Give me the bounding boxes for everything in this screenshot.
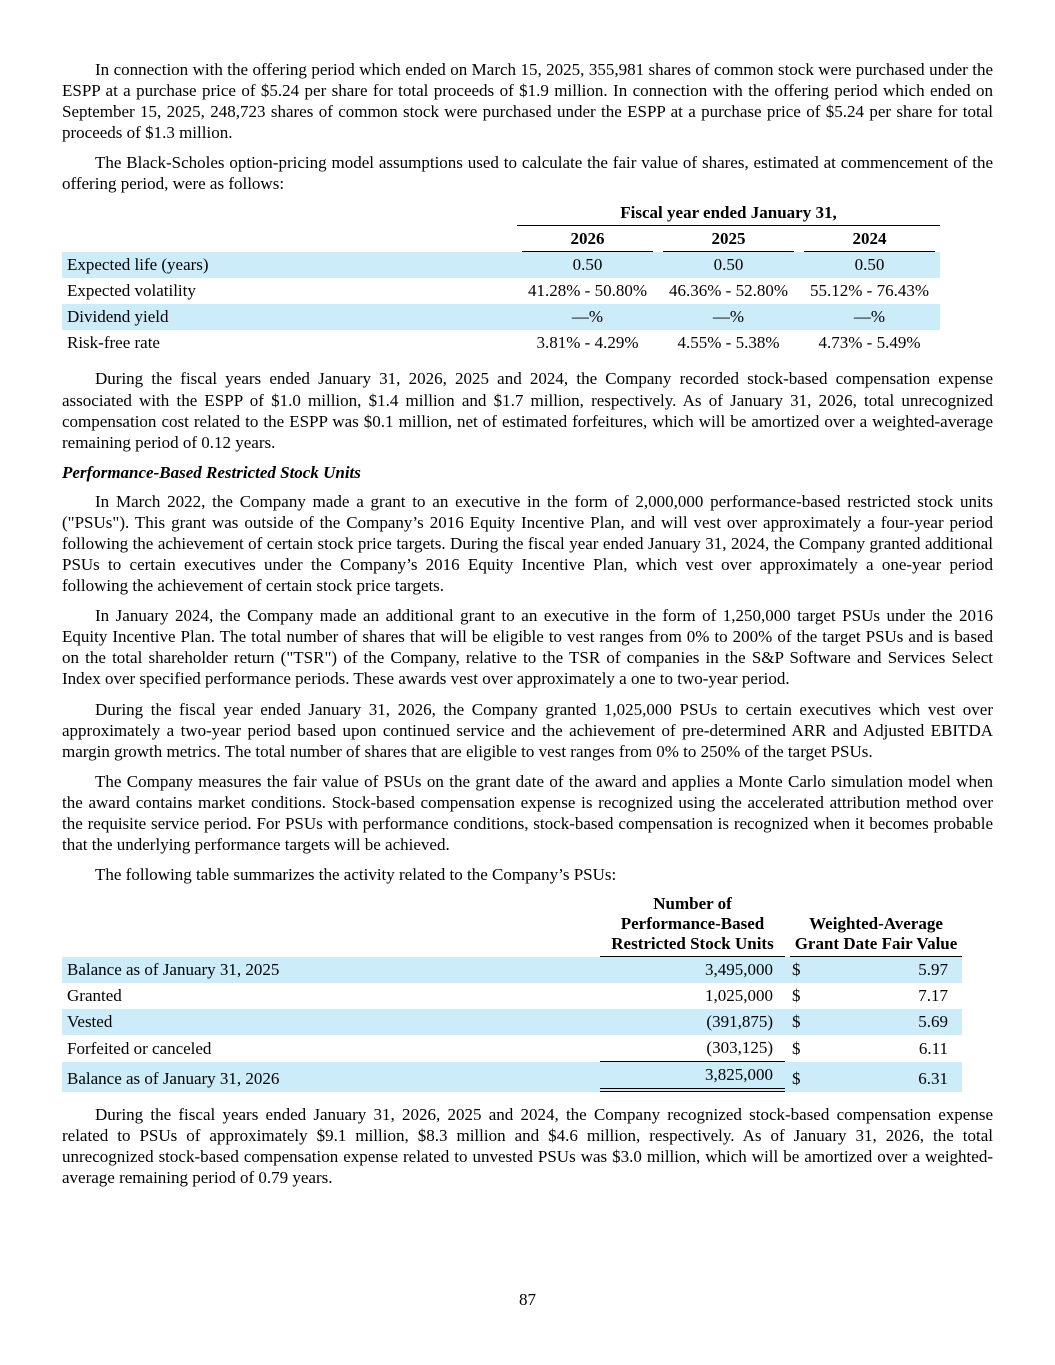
fiscal-year-span-header: Fiscal year ended January 31,	[517, 203, 940, 226]
value-2026: 0.50	[572, 255, 603, 275]
table-row-expected-volatility	[62, 278, 940, 304]
units-value: 3,495,000	[705, 960, 773, 980]
year-header-2024-cell	[799, 226, 940, 252]
empty-cell	[62, 894, 600, 957]
row-label: Balance as of January 31, 2025	[67, 960, 280, 980]
units-value: 3,825,000	[600, 1062, 785, 1092]
dollar-sign: $	[792, 1012, 801, 1032]
value-2025: 4.55% - 5.38%	[677, 333, 780, 353]
year-header-2024: 2024	[804, 228, 935, 252]
paragraph-psu-expense: During the fiscal years ended January 31, 2026, 2025 and 2024, the Company recognized stock-based compensation expense related to PSUs of approximately $9.1 million, $8.3 million and $4.6 million, respectively. As of January 31, 2026, the total unrecognized stock-based compensation expense related to unvested PSUs was $3.0 million, which will be amortized over a weighted-average remaining period of 0.79 years.	[62, 1105, 993, 1188]
units-value: (303,125)	[600, 1035, 785, 1062]
value-2025: —%	[712, 307, 745, 327]
row-label: Balance as of January 31, 2026	[67, 1069, 280, 1089]
value-2024: —%	[853, 307, 886, 327]
page-number: 87	[519, 1290, 536, 1309]
fiscal-year-span-row	[62, 203, 940, 226]
units-column-header: Number of Performance-Based Restricted Stock Units	[600, 894, 785, 957]
paragraph-psu-table-intro: The following table summarizes the activity related to the Company’s PSUs:	[95, 865, 617, 885]
psu-activity-table	[62, 894, 962, 1092]
fair-value: 5.69	[918, 1012, 949, 1032]
row-label: Granted	[67, 986, 122, 1006]
paragraph-fy2026-grant: During the fiscal year ended January 31, 2026, the Company granted 1,025,000 PSUs to certain executives which vest over approximately a two-year period based upon continued service and the achievement of pre-determined ARR and Adjusted EBITDA margin growth metrics. The total number of shares that are eligible to vest ranges from 0% to 250% of the target PSUs.	[62, 699, 993, 761]
value-2024: 0.50	[854, 255, 885, 275]
assumptions-table	[62, 203, 940, 356]
section-heading-psu: Performance-Based Restricted Stock Units	[62, 462, 361, 482]
units-value: (391,875)	[706, 1012, 773, 1032]
table-row-forfeited	[62, 1035, 962, 1062]
empty-cell	[62, 226, 517, 252]
psu-header-row	[62, 894, 962, 957]
table-row-dividend-yield	[62, 304, 940, 330]
paragraph-january-2024-grant: In January 2024, the Company made an additional grant to an executive in the form of 1,250,000 target PSUs under the 2016 Equity Incentive Plan. The total number of shares that will be eligible to vest ranges from 0% to 200% of the target PSUs and is based on the total shareholder return ("TSR") of the Company, relative to the TSR of companies in the S&P Software and Services Select Index over specified performance periods. These awards vest over approximately a one to two-year period.	[62, 606, 993, 689]
paragraph-march-2022-grant: In March 2022, the Company made a grant to an executive in the form of 2,000,000 performance-based restricted stock units ("PSUs"). This grant was outside of the Company’s 2016 Equity Incentive Plan, and will vest over approximately a four-year period following the achievement of certain stock price targets. During the fiscal year ended January 31, 2024, the Company granted additional PSUs to certain executives under the Company’s 2016 Equity Incentive Plan, which vest over approximately a one-year period following the achievement of certain stock price targets.	[62, 491, 993, 596]
dollar-sign: $	[792, 960, 801, 980]
fair-value-header-cell	[785, 894, 962, 957]
value-2025: 0.50	[713, 255, 744, 275]
fair-value: 7.17	[918, 986, 949, 1006]
year-header-2026: 2026	[522, 228, 653, 252]
units-value: 1,025,000	[705, 986, 773, 1006]
fair-value: 6.11	[918, 1039, 949, 1059]
paragraph-black-scholes-intro: The Black-Scholes option-pricing model assumptions used to calculate the fair value of shares, estimated at commencement of the offering period, were as follows:	[62, 153, 993, 194]
table-row-balance-2025	[62, 957, 962, 983]
table-row-granted	[62, 983, 962, 1009]
year-header-2025-cell	[658, 226, 799, 252]
dollar-sign: $	[792, 1039, 801, 1059]
fair-value-column-header: Weighted-Average Grant Date Fair Value	[790, 914, 962, 957]
value-2026: 3.81% - 4.29%	[536, 333, 639, 353]
fair-value: 6.31	[918, 1069, 949, 1089]
fair-value: 5.97	[918, 960, 949, 980]
table-row-risk-free-rate	[62, 330, 940, 356]
table-row-expected-life	[62, 252, 940, 278]
row-label: Dividend yield	[67, 307, 169, 327]
value-2025: 46.36% - 52.80%	[669, 281, 788, 301]
empty-cell	[62, 203, 517, 226]
value-2024: 55.12% - 76.43%	[810, 281, 929, 301]
row-label: Expected volatility	[67, 281, 196, 301]
table-row-vested	[62, 1009, 962, 1035]
value-2024: 4.73% - 5.49%	[818, 333, 921, 353]
row-label: Risk-free rate	[67, 333, 160, 353]
paragraph-fair-value-measurement: The Company measures the fair value of PSUs on the grant date of the award and applies a Monte Carlo simulation model when the award contains market conditions. Stock-based compensation expense is recognized using the accelerated attribution method over the requisite service period. For PSUs with performance conditions, stock-based compensation is recognized when it becomes probable that the underlying performance targets will be achieved.	[62, 771, 993, 855]
year-header-2026-cell	[517, 226, 658, 252]
dollar-sign: $	[792, 1069, 801, 1089]
row-label: Forfeited or canceled	[67, 1039, 212, 1059]
value-2026: —%	[571, 307, 604, 327]
year-header-2025: 2025	[663, 228, 794, 252]
paragraph-espp-purchases: In connection with the offering period which ended on March 15, 2025, 355,981 shares of common stock were purchased under the ESPP at a purchase price of $5.24 per share for total proceeds of $1.9 million. In connection with the offering period which ended on September 15, 2025, 248,723 shares of common stock were purchased under the ESPP at a purchase price of $5.24 per share for total proceeds of $1.3 million.	[62, 60, 993, 143]
value-2026: 41.28% - 50.80%	[528, 281, 647, 301]
row-label: Vested	[67, 1012, 113, 1032]
row-label: Expected life (years)	[67, 255, 209, 275]
units-header-cell	[600, 894, 785, 957]
year-header-row	[62, 226, 940, 252]
table-row-balance-2026	[62, 1062, 962, 1092]
paragraph-espp-expense: During the fiscal years ended January 31, 2026, 2025 and 2024, the Company recorded stock-based compensation expense associated with the ESPP of $1.0 million, $1.4 million and $1.7 million, respectively. As of January 31, 2026, total unrecognized compensation cost related to the ESPP was $0.1 million, net of estimated forfeitures, which will be amortized over a weighted-average remaining period of 0.12 years.	[62, 369, 993, 452]
dollar-sign: $	[792, 986, 801, 1006]
